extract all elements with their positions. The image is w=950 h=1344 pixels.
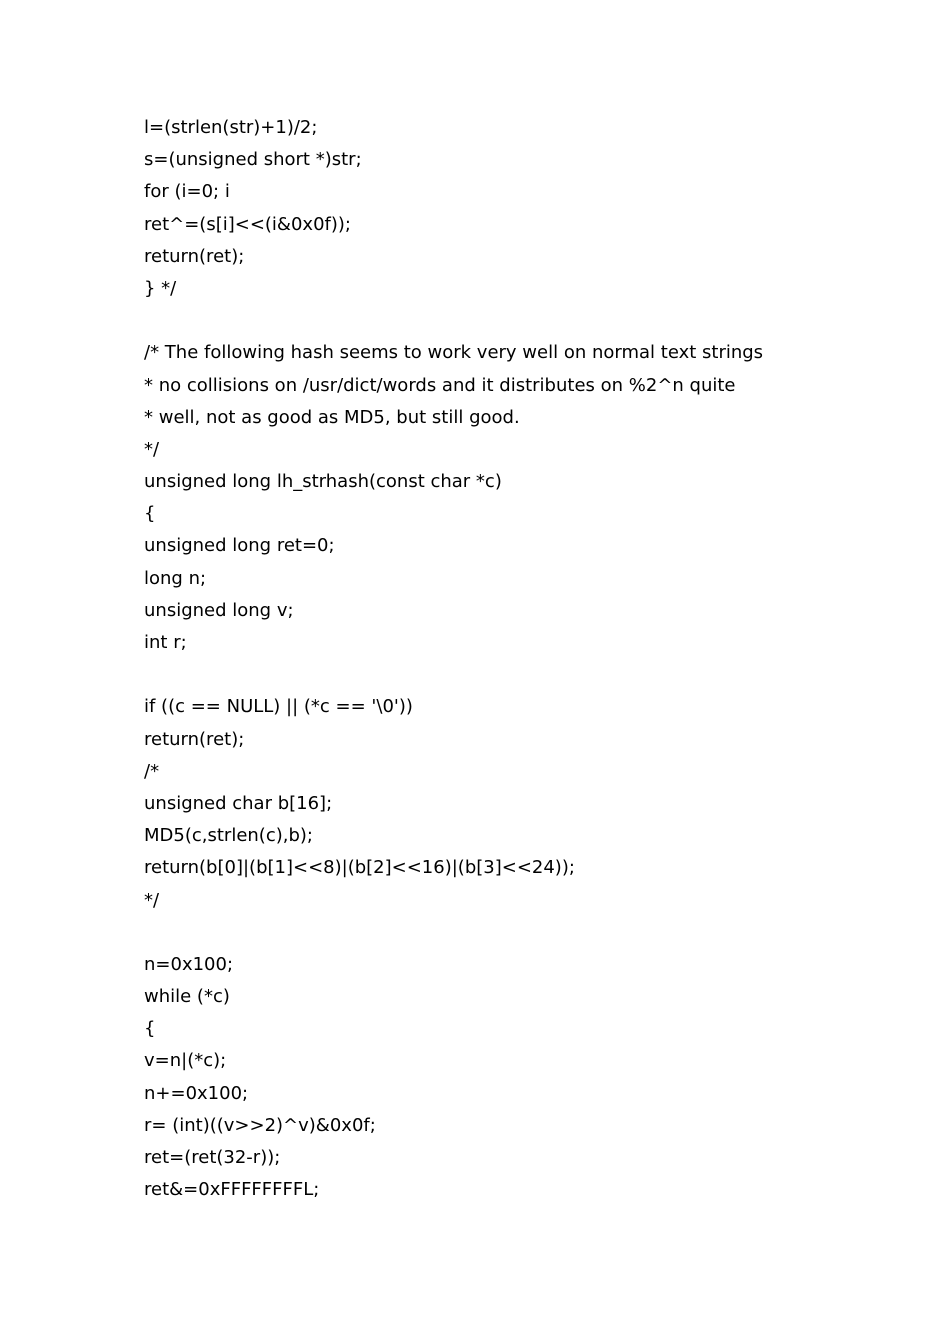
comment-line: * well, not as good as MD5, but still good. [144,406,520,428]
blank-line [144,305,904,337]
code-line: ret&=0xFFFFFFFFL; [144,1179,320,1201]
code-text-block [144,112,904,1206]
code-line: l=(strlen(str)+1)/2; [144,117,318,138]
code-line: long n; [144,567,207,589]
comment-line: */ [144,438,160,460]
function-signature-line: unsigned long lh_strhash(const char *c) [144,471,502,493]
comment-line: * no collisions on /usr/dict/words and it distributes on %2^n quite [144,374,736,396]
code-line: int r; [144,632,187,653]
code-line: return(ret); [144,245,245,267]
blank-line [144,917,904,949]
comment-line: unsigned char b[16]; [144,792,333,814]
code-line: s=(unsigned short *)str; [144,149,362,171]
code-line: ret=(ret(32-r)); [144,1147,281,1168]
code-line: if ((c == NULL) || (*c == '\0')) [144,696,413,718]
comment-line: /* [144,760,160,782]
code-line: n=0x100; [144,953,234,975]
code-line: } */ [144,277,177,299]
code-line: { [144,1018,156,1040]
comment-line: MD5(c,strlen(c),b); [144,825,313,847]
code-line: unsigned long v; [144,599,294,621]
code-line: ret^=(s[i]<<(i&0x0f)); [144,213,351,235]
code-line: n+=0x100; [144,1082,249,1104]
code-line: for (i=0; i [144,181,230,203]
code-line: v=n|(*c); [144,1050,227,1072]
comment-line: return(b[0]|(b[1]<<8)|(b[2]<<16)|(b[3]<<24)); [144,857,575,879]
code-line: unsigned long ret=0; [144,535,335,557]
code-line: r= (int)((v>>2)^v)&0x0f; [144,1114,376,1136]
code-line: while (*c) [144,986,230,1008]
comment-line: */ [144,889,160,911]
comment-line: /* The following hash seems to work very well on normal text strings [144,342,764,364]
blank-line [144,659,904,691]
code-line: { [144,503,156,525]
code-line: return(ret); [144,728,245,750]
